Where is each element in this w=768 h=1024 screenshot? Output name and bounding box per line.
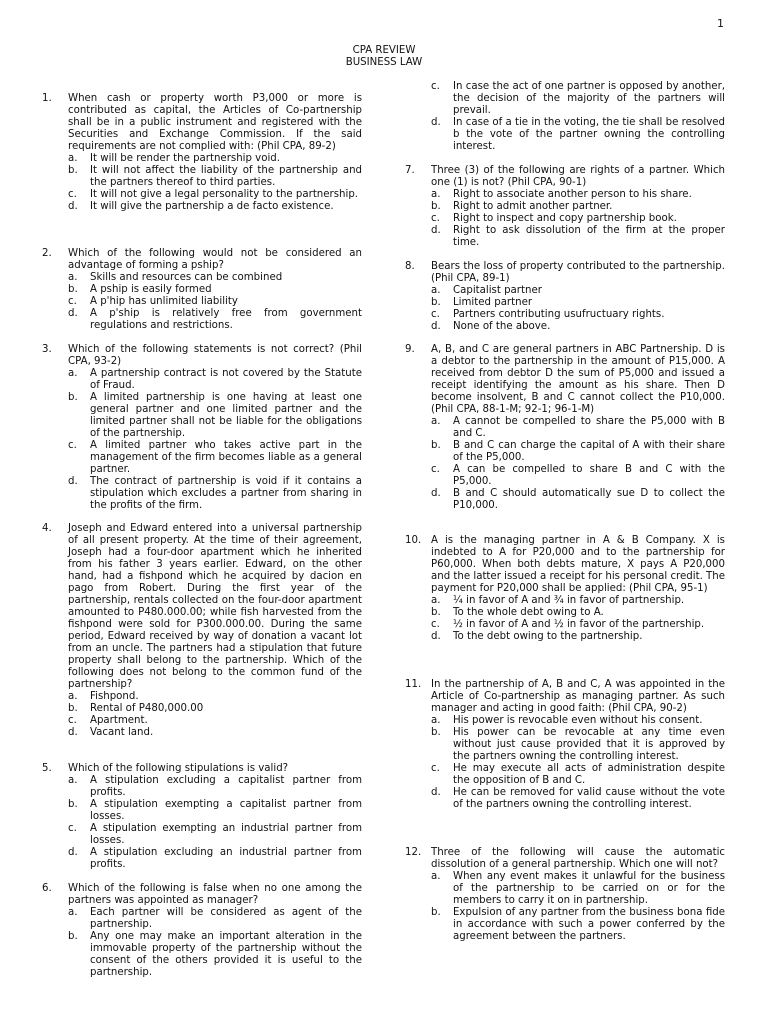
option-letter: c. — [68, 823, 77, 834]
option-text: Apartment. — [90, 715, 148, 726]
answer-options — [42, 907, 362, 979]
answer-option — [431, 117, 725, 153]
option-letter: a. — [431, 285, 441, 296]
option-text: A stipulation exempting an industrial partner from losses. — [90, 823, 362, 846]
answer-options — [405, 189, 725, 249]
question-number: 10. — [405, 535, 422, 546]
option-letter: c. — [431, 763, 440, 774]
question — [405, 344, 725, 512]
option-letter: c. — [68, 189, 77, 200]
question-text: Three of the following will cause the automatic dissolution of a general partnership. Which one will not? — [431, 847, 725, 870]
option-letter: d. — [431, 488, 441, 499]
option-letter: b. — [68, 799, 78, 810]
option-text: Any one may make an important alteration in the immovable property of the partnership without the consent of the others provided it is useful to the partnership. — [90, 931, 362, 978]
question — [42, 248, 362, 332]
question-number: 8. — [405, 261, 415, 272]
option-text: Right to inspect and copy partnership book. — [453, 213, 677, 224]
option-letter: d. — [68, 847, 78, 858]
option-text: A stipulation excluding a capitalist partner from profits. — [90, 775, 362, 798]
answer-option — [431, 763, 725, 787]
question-text: Joseph and Edward entered into a universal partnership of all present property. At the time of their agreement, Joseph had a four-door apartment which he inherited from his father 3 years earlier. Edward, on the other hand, had a fishpond which he acquired by dacion en pago from Robert. During the first year of the partnership, rentals collected on the four-door apartment amounted to P480.000.00; while fish harvested from the fishpond were sold for P300.000.00. During the same period, Edward received by way of donation a vacant lot from an uncle. The partners had a stipulation that future property shall belong to the partnership. Which of the following does not belong to the common fund of the partnership? — [68, 523, 362, 690]
option-letter: a. — [68, 775, 78, 786]
option-text: Expulsion of any partner from the business bona fide in accordance with such a power conferred by the agreement between the partners. — [453, 907, 725, 942]
answer-option — [68, 189, 362, 201]
option-letter: b. — [68, 165, 78, 176]
answer-option — [68, 476, 362, 512]
question-number: 5. — [42, 763, 52, 774]
option-letter: a. — [68, 153, 78, 164]
option-text: Fishpond. — [90, 691, 139, 702]
question — [405, 847, 725, 943]
answer-option — [68, 440, 362, 476]
option-text: A limited partnership is one having at least one general partner and one limited partner and the limited partner shall not be liable for the obligations of the partnership. — [90, 392, 362, 439]
answer-option — [431, 297, 725, 309]
option-letter: c. — [431, 81, 440, 92]
question — [405, 535, 725, 643]
answer-option — [431, 871, 725, 907]
question-number: 12. — [405, 847, 422, 858]
document-title: CPA REVIEW — [352, 45, 416, 56]
option-letter: b. — [68, 284, 78, 295]
option-text: His power can be revocable at any time even without just cause provided that it is approved by the partners owning the controlling interest. — [453, 727, 725, 762]
option-text: In case the act of one partner is opposed by another, the decision of the majority of the partners will prevail. — [453, 81, 725, 116]
option-letter: b. — [431, 201, 441, 212]
answer-option — [68, 691, 362, 703]
answer-option — [431, 416, 725, 440]
question-text: Three (3) of the following are rights of a partner. Which one (1) is not? (Phil CPA, 90-1) — [431, 165, 725, 188]
option-letter: a. — [431, 189, 441, 200]
question — [42, 763, 362, 871]
option-letter: c. — [431, 464, 440, 475]
answer-option — [68, 308, 362, 332]
option-text: A stipulation excluding an industrial partner from profits. — [90, 847, 362, 870]
answer-option — [68, 703, 362, 715]
question-number: 1. — [42, 93, 52, 104]
answer-option — [431, 631, 725, 643]
answer-option — [68, 799, 362, 823]
option-text: A stipulation exempting a capitalist partner from losses. — [90, 799, 362, 822]
option-text: His power is revocable even without his consent. — [453, 715, 703, 726]
answer-option — [68, 368, 362, 392]
answer-option — [431, 715, 725, 727]
option-letter: a. — [68, 907, 78, 918]
answer-options — [42, 272, 362, 332]
option-text: Right to associate another person to his share. — [453, 189, 692, 200]
option-text: Skills and resources can be combined — [90, 272, 283, 283]
answer-option — [431, 225, 725, 249]
answer-option — [68, 715, 362, 727]
option-text: Limited partner — [453, 297, 533, 308]
option-letter: c. — [431, 619, 440, 630]
option-letter: a. — [68, 368, 78, 379]
answer-option — [68, 727, 362, 739]
answer-option — [431, 309, 725, 321]
option-text: A partnership contract is not covered by the Statute of Fraud. — [90, 368, 362, 391]
answer-option — [431, 607, 725, 619]
option-letter: c. — [431, 213, 440, 224]
answer-option — [431, 464, 725, 488]
answer-option — [431, 595, 725, 607]
answer-option — [431, 440, 725, 464]
option-letter: d. — [431, 631, 441, 642]
option-text: A cannot be compelled to share the P5,000 with B and C. — [453, 416, 725, 439]
answer-options — [405, 871, 725, 943]
question-number: 4. — [42, 523, 52, 534]
option-letter: c. — [68, 296, 77, 307]
answer-options — [405, 416, 725, 512]
answer-option — [68, 931, 362, 979]
option-text: A limited partner who takes active part in the management of the firm becomes liable as a general partner. — [90, 440, 362, 475]
option-text: B and C can charge the capital of A with their share of the P5,000. — [453, 440, 725, 463]
question — [42, 344, 362, 512]
document-header — [0, 45, 768, 69]
option-letter: a. — [68, 691, 78, 702]
option-text: In case of a tie in the voting, the tie shall be resolved b the vote of the partner owning the controlling interest. — [453, 117, 725, 152]
option-letter: a. — [431, 871, 441, 882]
option-letter: c. — [68, 715, 77, 726]
question-number: 6. — [42, 883, 52, 894]
option-letter: a. — [431, 595, 441, 606]
option-letter: c. — [68, 440, 77, 451]
answer-option — [68, 907, 362, 931]
question — [42, 883, 362, 979]
option-text: A pship is easily formed — [90, 284, 212, 295]
option-text: Rental of P480,000.00 — [90, 703, 204, 714]
answer-option — [68, 201, 362, 213]
answer-option — [68, 775, 362, 799]
answer-option — [431, 488, 725, 512]
option-text: He can be removed for valid cause without the vote of the partners owning the controlling interest. — [453, 787, 725, 810]
option-text: A p'hip has unlimited liability — [90, 296, 238, 307]
answer-option — [68, 153, 362, 165]
option-letter: b. — [431, 297, 441, 308]
option-letter: d. — [431, 117, 441, 128]
answer-options — [42, 368, 362, 512]
answer-option — [68, 165, 362, 189]
option-letter: d. — [68, 308, 78, 319]
option-text: To the whole debt owing to A. — [453, 607, 604, 618]
question-number: 3. — [42, 344, 52, 355]
option-text: ½ in favor of A and ½ in favor of the partnership. — [453, 619, 705, 630]
option-text: Each partner will be considered as agent of the partnership. — [90, 907, 362, 930]
option-letter: d. — [68, 727, 78, 738]
question — [42, 523, 362, 739]
option-letter: b. — [68, 931, 78, 942]
answer-option — [431, 81, 725, 117]
question-text: When cash or property worth P3,000 or more is contributed as capital, the Articles of Co-partnership shall be in a public instrument and registered with the Securities and Exchange Commission. If the said requirements are not complied with: (Phil CPA, 89-2) — [68, 93, 362, 152]
question-number: 9. — [405, 344, 415, 355]
option-letter: b. — [431, 907, 441, 918]
question — [405, 165, 725, 249]
question — [405, 81, 725, 153]
page-number: 1 — [717, 17, 724, 30]
option-letter: b. — [431, 727, 441, 738]
option-letter: b. — [68, 392, 78, 403]
question — [405, 261, 725, 333]
answer-options — [405, 81, 725, 153]
question-text: Which of the following statements is not correct? (Phil CPA, 93-2) — [68, 344, 362, 367]
answer-option — [68, 284, 362, 296]
answer-option — [431, 907, 725, 943]
option-text: A can be compelled to share B and C with the P5,000. — [453, 464, 725, 487]
option-letter: d. — [68, 201, 78, 212]
option-text: It will not affect the liability of the partnership and the partners thereof to third parties. — [90, 165, 362, 188]
option-text: Partners contributing usufructuary rights. — [453, 309, 665, 320]
option-letter: d. — [431, 787, 441, 798]
answer-option — [431, 619, 725, 631]
option-text: B and C should automatically sue D to collect the P10,000. — [453, 488, 725, 511]
question-number: 2. — [42, 248, 52, 259]
option-letter: a. — [431, 416, 441, 427]
question-text: Bears the loss of property contributed to the partnership. (Phil CPA, 89-1) — [431, 261, 725, 284]
option-text: ¼ in favor of A and ¾ in favor of partnership. — [453, 595, 685, 606]
answer-options — [405, 595, 725, 643]
option-text: It will not give a legal personality to the partnership. — [90, 189, 359, 200]
question — [42, 93, 362, 213]
option-text: It will give the partnership a de facto existence. — [90, 201, 334, 212]
option-letter: d. — [431, 321, 441, 332]
question — [405, 679, 725, 811]
option-letter: b. — [431, 440, 441, 451]
answer-options — [42, 775, 362, 871]
answer-option — [68, 296, 362, 308]
question-text: Which of the following stipulations is valid? — [68, 763, 289, 774]
answer-option — [68, 847, 362, 871]
option-text: Right to admit another partner. — [453, 201, 613, 212]
option-letter: b. — [68, 703, 78, 714]
option-text: Vacant land. — [90, 727, 154, 738]
answer-option — [431, 321, 725, 333]
option-text: None of the above. — [453, 321, 551, 332]
option-letter: a. — [68, 272, 78, 283]
question-text: Which of the following is false when no one among the partners was appointed as manager? — [68, 883, 362, 906]
option-letter: d. — [68, 476, 78, 487]
answer-option — [431, 787, 725, 811]
option-text: When any event makes it unlawful for the business of the partnership to be carried on or for the members to carry it on in partnership. — [453, 871, 725, 906]
option-letter: c. — [431, 309, 440, 320]
answer-options — [42, 691, 362, 739]
option-text: Capitalist partner — [453, 285, 542, 296]
option-text: It will be render the partnership void. — [90, 153, 280, 164]
option-letter: a. — [431, 715, 441, 726]
option-text: He may execute all acts of administration despite the opposition of B and C. — [453, 763, 725, 786]
answer-option — [431, 189, 725, 201]
answer-options — [405, 715, 725, 811]
option-letter: b. — [431, 607, 441, 618]
answer-option — [431, 727, 725, 763]
question-number: 11. — [405, 679, 422, 690]
option-text: To the debt owing to the partnership. — [453, 631, 643, 642]
question-text: A is the managing partner in A & B Company. X is indebted to A for P20,000 and to the partnership for P60,000. When both debts mature, X pays A P20,000 and the latter issued a receipt for his personal credit. The payment for P20,000 shall be applied: (Phil CPA, 95-1) — [431, 535, 725, 594]
answer-option — [68, 392, 362, 440]
question-number: 7. — [405, 165, 415, 176]
answer-options — [42, 153, 362, 213]
answer-option — [431, 285, 725, 297]
answer-options — [405, 285, 725, 333]
document-subtitle: BUSINESS LAW — [345, 57, 423, 68]
answer-option — [431, 213, 725, 225]
question-text: In the partnership of A, B and C, A was appointed in the Article of Co-partnership as managing partner. As such manager and acting in good faith: (Phil CPA, 90-2) — [431, 679, 725, 714]
option-text: Right to ask dissolution of the firm at the proper time. — [453, 225, 725, 248]
answer-option — [431, 201, 725, 213]
option-text: The contract of partnership is void if it contains a stipulation which excludes a partner from sharing in the profits of the firm. — [90, 476, 362, 511]
question-text: A, B, and C are general partners in ABC Partnership. D is a debtor to the partnership in the amount of P15,000. A received from debtor D the sum of P5,000 and issued a receipt identifying the amount as his share. Then D become insolvent, B and C cannot collect the P10,000. (Phil CPA, 88-1-M; 92-1; 96-1-M) — [431, 344, 725, 415]
answer-option — [68, 272, 362, 284]
answer-option — [68, 823, 362, 847]
question-text: Which of the following would not be considered an advantage of forming a pship? — [68, 248, 362, 271]
option-text: A p'ship is relatively free from government regulations and restrictions. — [90, 308, 362, 331]
option-letter: d. — [431, 225, 441, 236]
